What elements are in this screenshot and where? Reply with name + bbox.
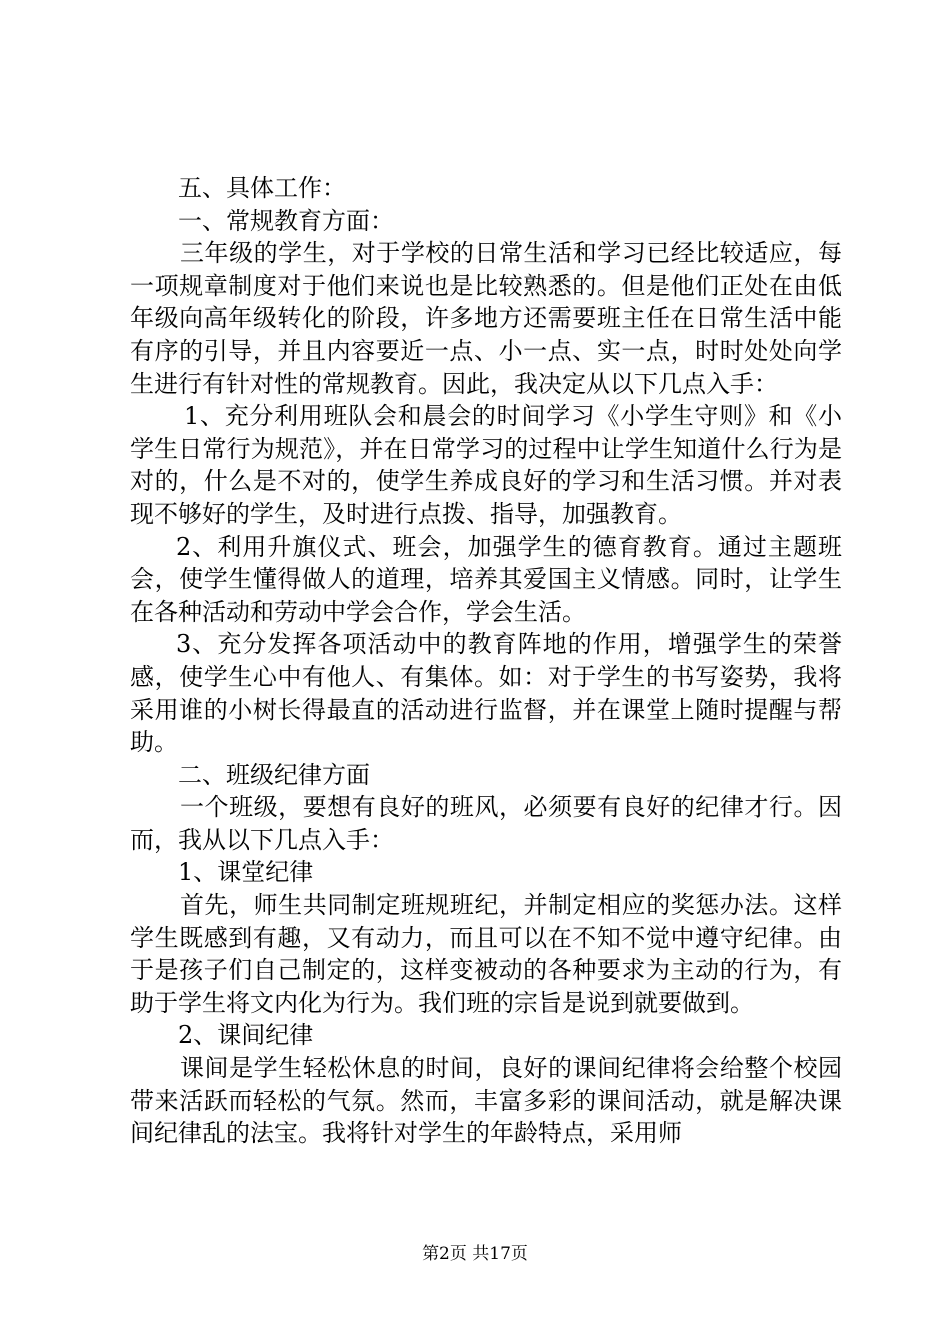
item-heading-break-discipline: 2、课间纪律 [178, 1021, 314, 1050]
subsection-heading-discipline: 二、班级纪律方面 [178, 760, 370, 789]
paragraph-item-2: 2、利用升旗仪式、班会，加强学生的德育教育。通过主题班会，使学生懂得做人的道理，培养其爱国主义情感。同时，让学生在各种活动和劳动中学会合作，学会生活。 [130, 532, 842, 626]
item-heading-classroom-discipline: 1、课堂纪律 [178, 858, 314, 887]
section-heading-5: 五、具体工作： [178, 174, 346, 202]
paragraph-item-1: 1、充分利用班队会和晨会的时间学习《小学生守则》和《小学生日常行为规范》，并在日常学习的过程中让学生知道什么行为是对的，什么是不对的，使学生养成良好的学习和生活习惯。并对表现不够好的学生，及时进行点拨、指导，加强教育。 [130, 402, 842, 528]
paragraph-intro: 三年级的学生，对于学校的日常生活和学习已经比较适应，每一项规章制度对于他们来说也是比较熟悉的。但是他们正处在由低年级向高年级转化的阶段，许多地方还需要班主任在日常生活中能有序的引导，并且内容要近一点、小一点、实一点，时时处处向学生进行有针对性的常规教育。因此，我决定从以下几点入手： [130, 239, 842, 398]
paragraph-break-discipline: 课间是学生轻松休息的时间，良好的课间纪律将会给整个校园带来活跃而轻松的气氛。然而，丰富多彩的课间活动，就是解决课间纪律乱的法宝。我将针对学生的年龄特点，采用师 [130, 1054, 842, 1148]
subsection-heading-routine-education: 一、常规教育方面： [178, 206, 394, 235]
paragraph-classroom-discipline: 首先，师生共同制定班规班纪，并制定相应的奖惩办法。这样学生既感到有趣，又有动力，而且可以在不知不觉中遵守纪律。由于是孩子们自己制定的，这样变被动的各种要求为主动的行为，有助于学生将文内化为行为。我们班的宗旨是说到就要做到。 [130, 891, 842, 1017]
paragraph-item-3: 3、充分发挥各项活动中的教育阵地的作用，增强学生的荣誉感，使学生心中有他人、有集体。如：对于学生的书写姿势，我将采用谁的小树长得最直的活动进行监督，并在课堂上随时提醒与帮助。 [130, 630, 842, 757]
page-number-footer: 第2页 共17页 [422, 1244, 528, 1264]
document-body [130, 172, 842, 1150]
paragraph-discipline-intro: 一个班级，要想有良好的班风，必须要有良好的纪律才行。因而，我从以下几点入手： [130, 793, 842, 854]
